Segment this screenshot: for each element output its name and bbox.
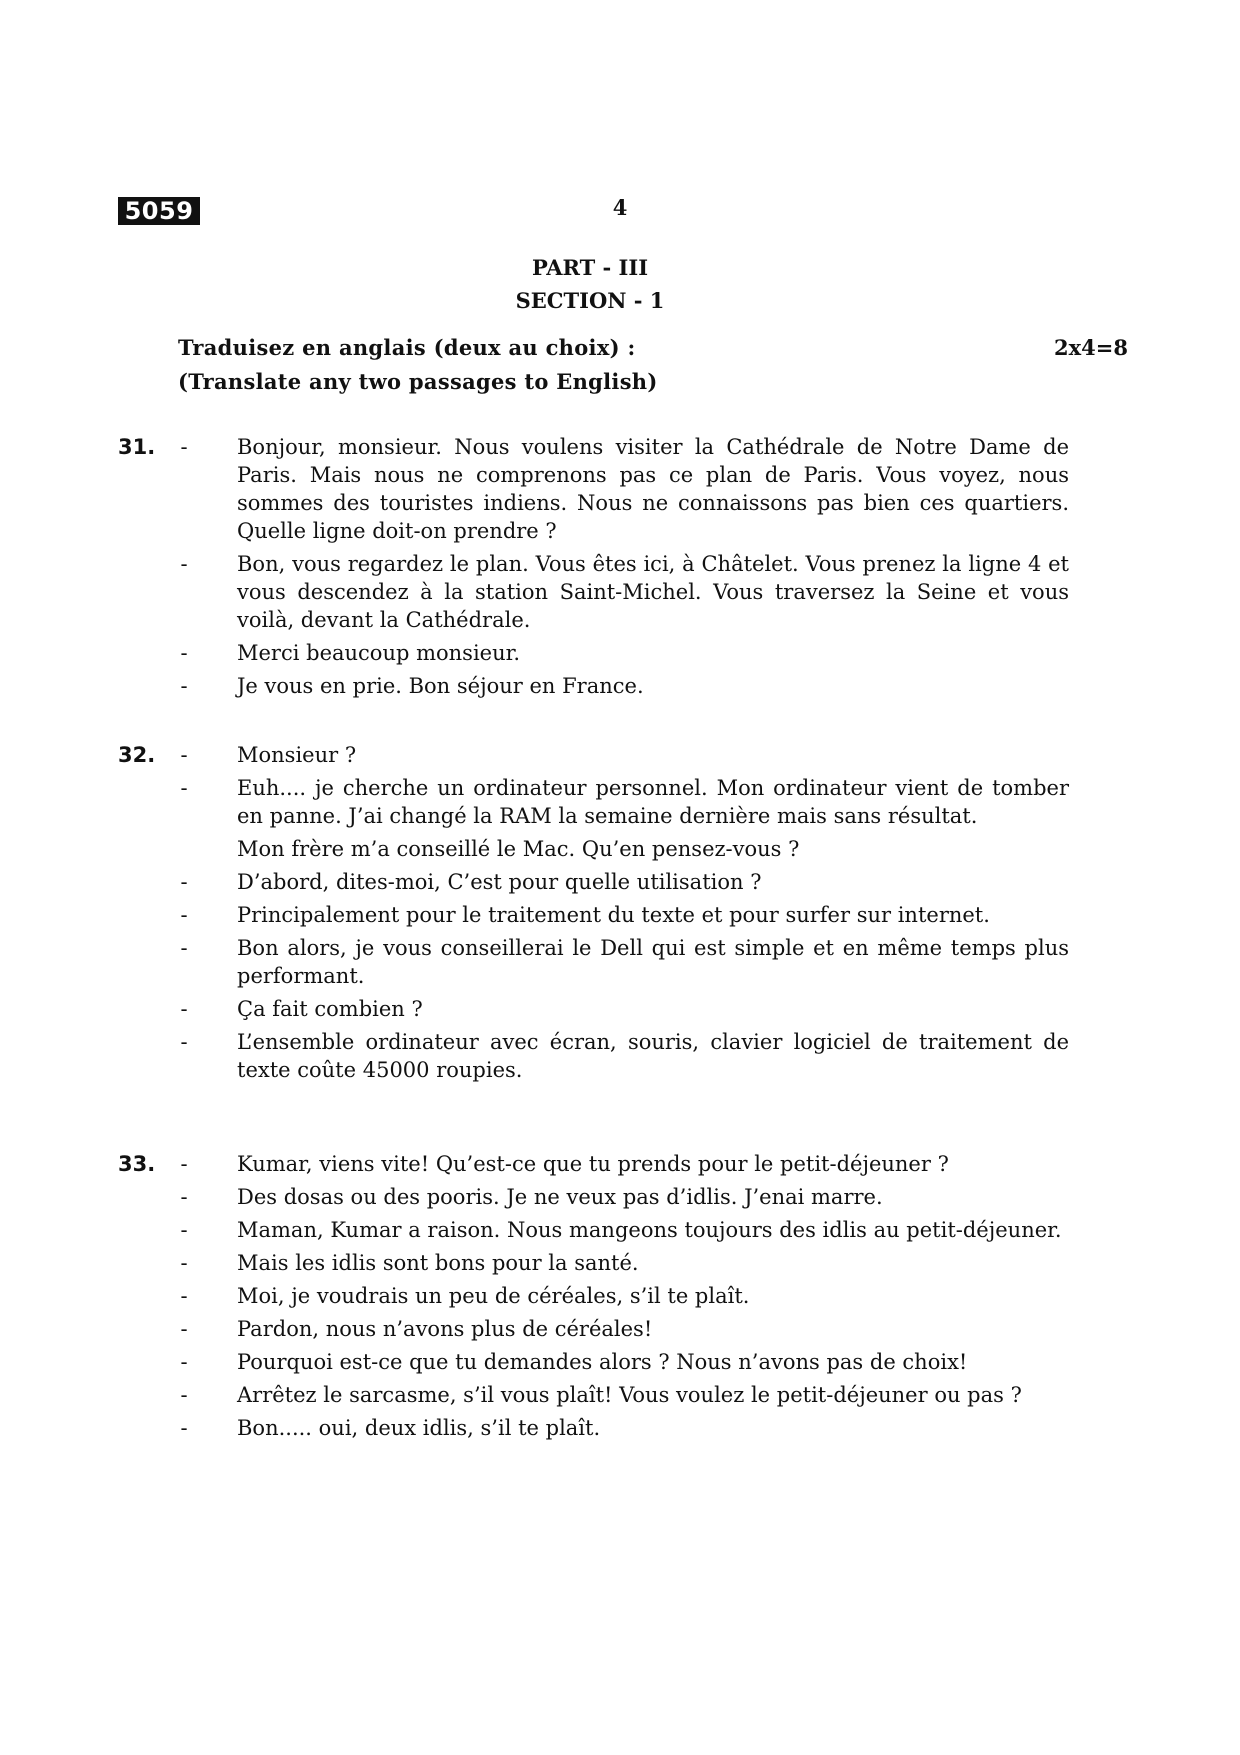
dialogue-dash: - [180, 903, 188, 927]
dialogue-line [0, 1348, 1240, 1376]
dialogue-text: Des dosas ou des pooris. Je ne veux pas d’idlis. J’enai marre. [237, 1185, 883, 1209]
dialogue-line [0, 1183, 1240, 1211]
paper-code: 5059 [118, 197, 200, 225]
dialogue-dash: - [180, 1416, 188, 1440]
dialogue-text: Principalement pour le traitement du texte et pour surfer sur internet. [237, 903, 990, 927]
dialogue-dash: - [180, 1185, 188, 1209]
dialogue-text: Maman, Kumar a raison. Nous mangeons toujours des idlis au petit-déjeuner. [237, 1218, 1062, 1242]
dialogue-line [0, 1150, 1240, 1178]
dialogue-dash: - [180, 1218, 188, 1242]
dialogue-text: Bon, vous regardez le plan. Vous êtes ici, à Châtelet. Vous prenez la ligne 4 et vous descendez à la station Saint-Michel. Vous traversez la Seine et vous voilà, devant la Cathédrale. [237, 552, 1069, 632]
marks-allocation: 2x4=8 [1054, 335, 1128, 360]
dialogue-line [0, 1216, 1240, 1244]
dialogue-text: D’abord, dites-moi, C’est pour quelle utilisation ? [237, 870, 762, 894]
dialogue-dash: - [180, 743, 188, 767]
dialogue-line [0, 1381, 1240, 1409]
dialogue-line [0, 1249, 1240, 1277]
dialogue-text: L’ensemble ordinateur avec écran, souris, clavier logiciel de traitement de texte coûte 45000 roupies. [237, 1030, 1069, 1082]
page-number: 4 [612, 195, 628, 220]
dialogue-dash: - [180, 1350, 188, 1374]
dialogue-dash: - [180, 1030, 188, 1054]
dialogue-line [0, 934, 1240, 990]
dialogue-dash: - [180, 435, 188, 459]
dialogue-line [0, 672, 1240, 700]
question-33 [0, 1150, 1240, 1442]
section-title: SECTION - 1 [515, 288, 665, 313]
dialogue-line [0, 901, 1240, 929]
dialogue-dash: - [180, 1251, 188, 1275]
dialogue-text: Ça fait combien ? [237, 997, 423, 1021]
dialogue-line [0, 1315, 1240, 1343]
dialogue-text: Bonjour, monsieur. Nous voulens visiter la Cathédrale de Notre Dame de Paris. Mais nous ne comprenons pas ce plan de Paris. Vous voyez, nous sommes des touristes indiens. Nous ne connaissons pas bien ces quartiers. Quelle ligne doit-on prendre ? [237, 435, 1069, 543]
dialogue-dash: - [180, 674, 188, 698]
dialogue-text: Pourquoi est-ce que tu demandes alors ? Nous n’avons pas de choix! [237, 1350, 968, 1374]
dialogue-dash: - [180, 997, 188, 1021]
dialogue-line [0, 995, 1240, 1023]
dialogue-text: Pardon, nous n’avons plus de céréales! [237, 1317, 653, 1341]
question-31 [0, 433, 1240, 700]
dialogue-dash: - [180, 1152, 188, 1176]
dialogue-text: Bon..... oui, deux idlis, s’il te plaît. [237, 1416, 601, 1440]
dialogue-dash: - [180, 552, 188, 576]
dialogue-line [0, 1028, 1240, 1084]
instruction-french: Traduisez en anglais (deux au choix) : [178, 335, 636, 360]
dialogue-text: Euh.... je cherche un ordinateur personnel. Mon ordinateur vient de tomber en panne. J’ai changé la RAM la semaine dernière mais sans résultat. [237, 776, 1069, 828]
dialogue-dash: - [180, 641, 188, 665]
dialogue-text: Moi, je voudrais un peu de céréales, s’il te plaît. [237, 1284, 750, 1308]
dialogue-text: Merci beaucoup monsieur. [237, 641, 521, 665]
dialogue-line [0, 639, 1240, 667]
dialogue-text: Monsieur ? [237, 743, 357, 767]
dialogue-line [0, 1414, 1240, 1442]
part-title: PART - III [531, 255, 649, 280]
dialogue-dash: - [180, 1284, 188, 1308]
dialogue-line [0, 774, 1240, 830]
dialogue-line [0, 433, 1240, 545]
dialogue-line [0, 1282, 1240, 1310]
dialogue-text: Mon frère m’a conseillé le Mac. Qu’en pensez-vous ? [237, 837, 800, 861]
dialogue-text: Kumar, viens vite! Qu’est-ce que tu prends pour le petit-déjeuner ? [237, 1152, 949, 1176]
dialogue-dash: - [180, 1383, 188, 1407]
question-32 [0, 741, 1240, 1084]
instruction-english: (Translate any two passages to English) [178, 369, 658, 394]
dialogue-dash: - [180, 870, 188, 894]
dialogue-line [0, 835, 1240, 863]
dialogue-line [0, 741, 1240, 769]
dialogue-text: Je vous en prie. Bon séjour en France. [237, 674, 644, 698]
dialogue-dash: - [180, 936, 188, 960]
question-number: 33. [118, 1152, 156, 1176]
dialogue-dash: - [180, 1317, 188, 1341]
dialogue-line [0, 550, 1240, 634]
dialogue-dash: - [180, 776, 188, 800]
dialogue-text: Arrêtez le sarcasme, s’il vous plaît! Vous voulez le petit-déjeuner ou pas ? [237, 1383, 1022, 1407]
question-number: 32. [118, 743, 156, 767]
dialogue-line [0, 868, 1240, 896]
dialogue-text: Bon alors, je vous conseillerai le Dell qui est simple et en même temps plus performant. [237, 936, 1069, 988]
dialogue-text: Mais les idlis sont bons pour la santé. [237, 1251, 639, 1275]
question-number: 31. [118, 435, 156, 459]
